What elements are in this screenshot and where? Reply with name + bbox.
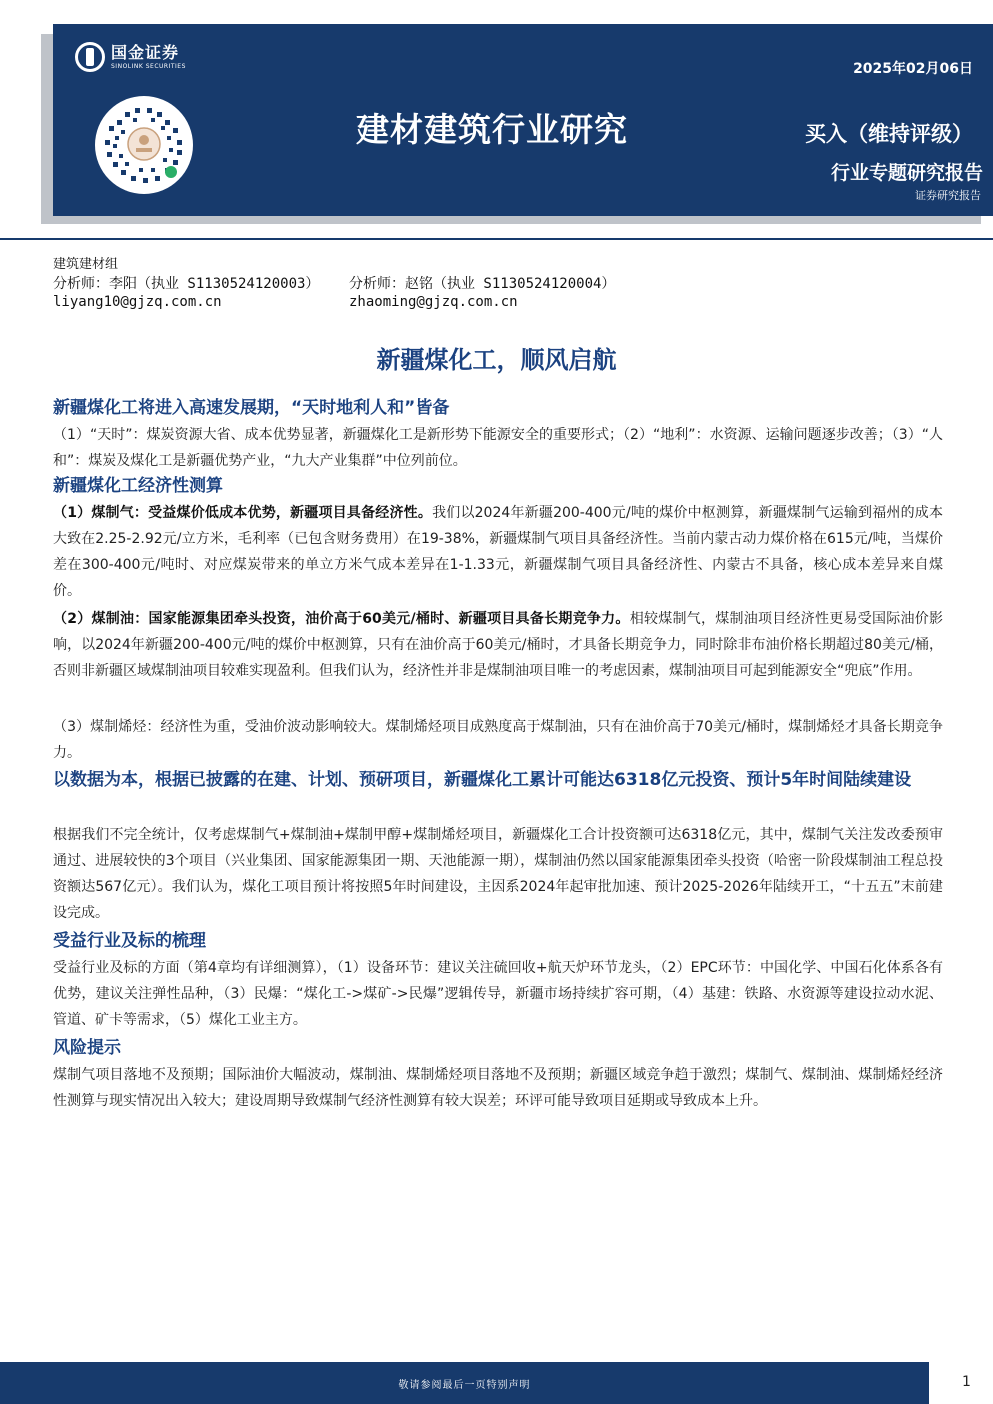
section-heading-beneficiaries: 受益行业及标的梳理 bbox=[53, 931, 206, 951]
section-paragraph: 煤制气项目落地不及预期；国际油价大幅波动，煤制油、煤制烯烃项目落地不及预期；新疆区域竞争趋于激烈；煤制气、煤制油、煤制烯烃经济性测算与现实情况出入较大；建设周期导致煤制气经济性测算有较大误差；环评可能导致项目延期或导致成本上升。 bbox=[53, 1067, 943, 1109]
logo-mark-icon bbox=[75, 42, 105, 72]
section-paragraph: 受益行业及标的方面（第4章均有详细测算），（1）设备环节：建议关注硫回收+航天炉环节龙头，（2）EPC环节：中国化学、中国石化体系各有优势，建议关注弹性品种，（3）民爆：“煤化工->煤矿->民爆”逻辑传导，新疆市场持续扩容可期，（4）基建：铁路、水资源等建设拉动水泥、管道、矿卡等需求，（5）煤化工业主方。 bbox=[53, 960, 943, 1028]
analyst-1-name: 分析师：李阳（执业 S1130524120003） bbox=[53, 276, 320, 292]
section-heading-investment: 以数据为本，根据已披露的在建、计划、预研项目，新疆煤化工累计可能达6318亿元投资、预计5年时间陆续建设 bbox=[53, 770, 912, 790]
document-title: 新疆煤化工，顺风启航 bbox=[376, 346, 617, 374]
page-number: 1 bbox=[962, 1374, 971, 1390]
logo-cn-text: 国金证券 bbox=[111, 42, 180, 62]
mini-program-qr-code[interactable] bbox=[95, 96, 193, 194]
analyst-2-name: 分析师：赵铭（执业 S1130524120004） bbox=[349, 276, 616, 292]
report-header bbox=[53, 24, 993, 216]
section-paragraph: （1）“天时”：煤炭资源大省、成本优势显著，新疆煤化工是新形势下能源安全的重要形式；（2）“地利”：水资源、运输问题逐步改善；（3）“人和”：煤炭及煤化工是新疆优势产业，“九大产业集群”中位列前位。 bbox=[53, 427, 943, 469]
rating-label: 买入（维持评级） bbox=[805, 122, 973, 146]
header-divider bbox=[0, 238, 993, 240]
section-paragraph: （3）煤制烯烃：经济性为重，受油价波动影响较大。煤制烯烃项目成熟度高于煤制油，只有在油价高于70美元/桶时，煤制烯烃才具备长期竞争力。 bbox=[53, 719, 943, 761]
paragraph-body: 相较煤制气，煤制油项目经济性更易受国际油价影响，以2024年新疆200-400元/吨的煤价中枢测算，只有在油价高于60美元/桶时，才具备长期竞争力，同时除非布油价格长期超过80美元/桶，否则非新疆区域煤制油项目较难实现盈利。但我们认为，经济性并非是煤制油项目唯一的考虑因素，煤制油项目可起到能源安全“兜底”作用。 bbox=[53, 611, 944, 679]
company-logo bbox=[75, 42, 186, 72]
team-name: 建筑建材组 bbox=[53, 257, 119, 272]
paragraph-lead: （2）煤制油：国家能源集团牵头投资，油价高于60美元/桶时、新疆项目具备长期竞争力。 bbox=[53, 611, 630, 627]
section-paragraph bbox=[53, 500, 943, 604]
section-heading-economics: 新疆煤化工经济性测算 bbox=[53, 476, 223, 496]
analyst-2-email[interactable]: zhaoming@gjzq.com.cn bbox=[349, 294, 518, 310]
logo-en-text: SINOLINK SECURITIES bbox=[111, 62, 186, 70]
footer-disclaimer-note: 敬请参阅最后一页特别声明 bbox=[398, 1380, 531, 1391]
section-paragraph bbox=[53, 606, 943, 684]
section-heading-risks: 风险提示 bbox=[53, 1038, 121, 1058]
paragraph-lead: （1）煤制气：受益煤价低成本优势，新疆项目具备经济性。 bbox=[53, 505, 433, 521]
section-paragraph: 根据我们不完全统计，仅考虑煤制气+煤制油+煤制甲醇+煤制烯烃项目，新疆煤化工合计投资额可达6318亿元，其中，煤制气关注发改委预审通过、进展较快的3个项目（兴业集团、国家能源集团一期、天池能源一期），煤制油仍然以国家能源集团牵头投资（哈密一阶段煤制油工程总投资额达567亿元）。我们认为，煤化工项目预计将按照5年时间建设，主因系2024年起审批加速、预计2025-2026年陆续开工，“十五五”末前建设完成。 bbox=[53, 827, 943, 921]
analyst-1-email[interactable]: liyang10@gjzq.com.cn bbox=[53, 294, 222, 310]
header-title: 建材建筑行业研究 bbox=[356, 110, 628, 149]
paragraph-body: 我们以2024年新疆200-400元/吨的煤价中枢测算，新疆煤制气运输到福州的成本大致在2.25-2.92元/立方米，毛利率（已包含财务费用）在19-38%，新疆煤制气项目具备经济性。当前内蒙古动力煤价格在615元/吨，当煤价差在300-400元/吨时、对应煤炭带来的单立方米气成本差异在1-1.33元，新疆煤制气项目具备经济性、内蒙古不具备，核心成本差异来自煤价。 bbox=[53, 505, 943, 599]
section-heading-outlook: 新疆煤化工将进入高速发展期，“天时地利人和”皆备 bbox=[53, 398, 450, 418]
report-type-label: 行业专题研究报告 bbox=[830, 162, 983, 184]
report-subtype-label: 证券研究报告 bbox=[915, 189, 981, 202]
report-date: 2025年02月06日 bbox=[853, 61, 973, 77]
